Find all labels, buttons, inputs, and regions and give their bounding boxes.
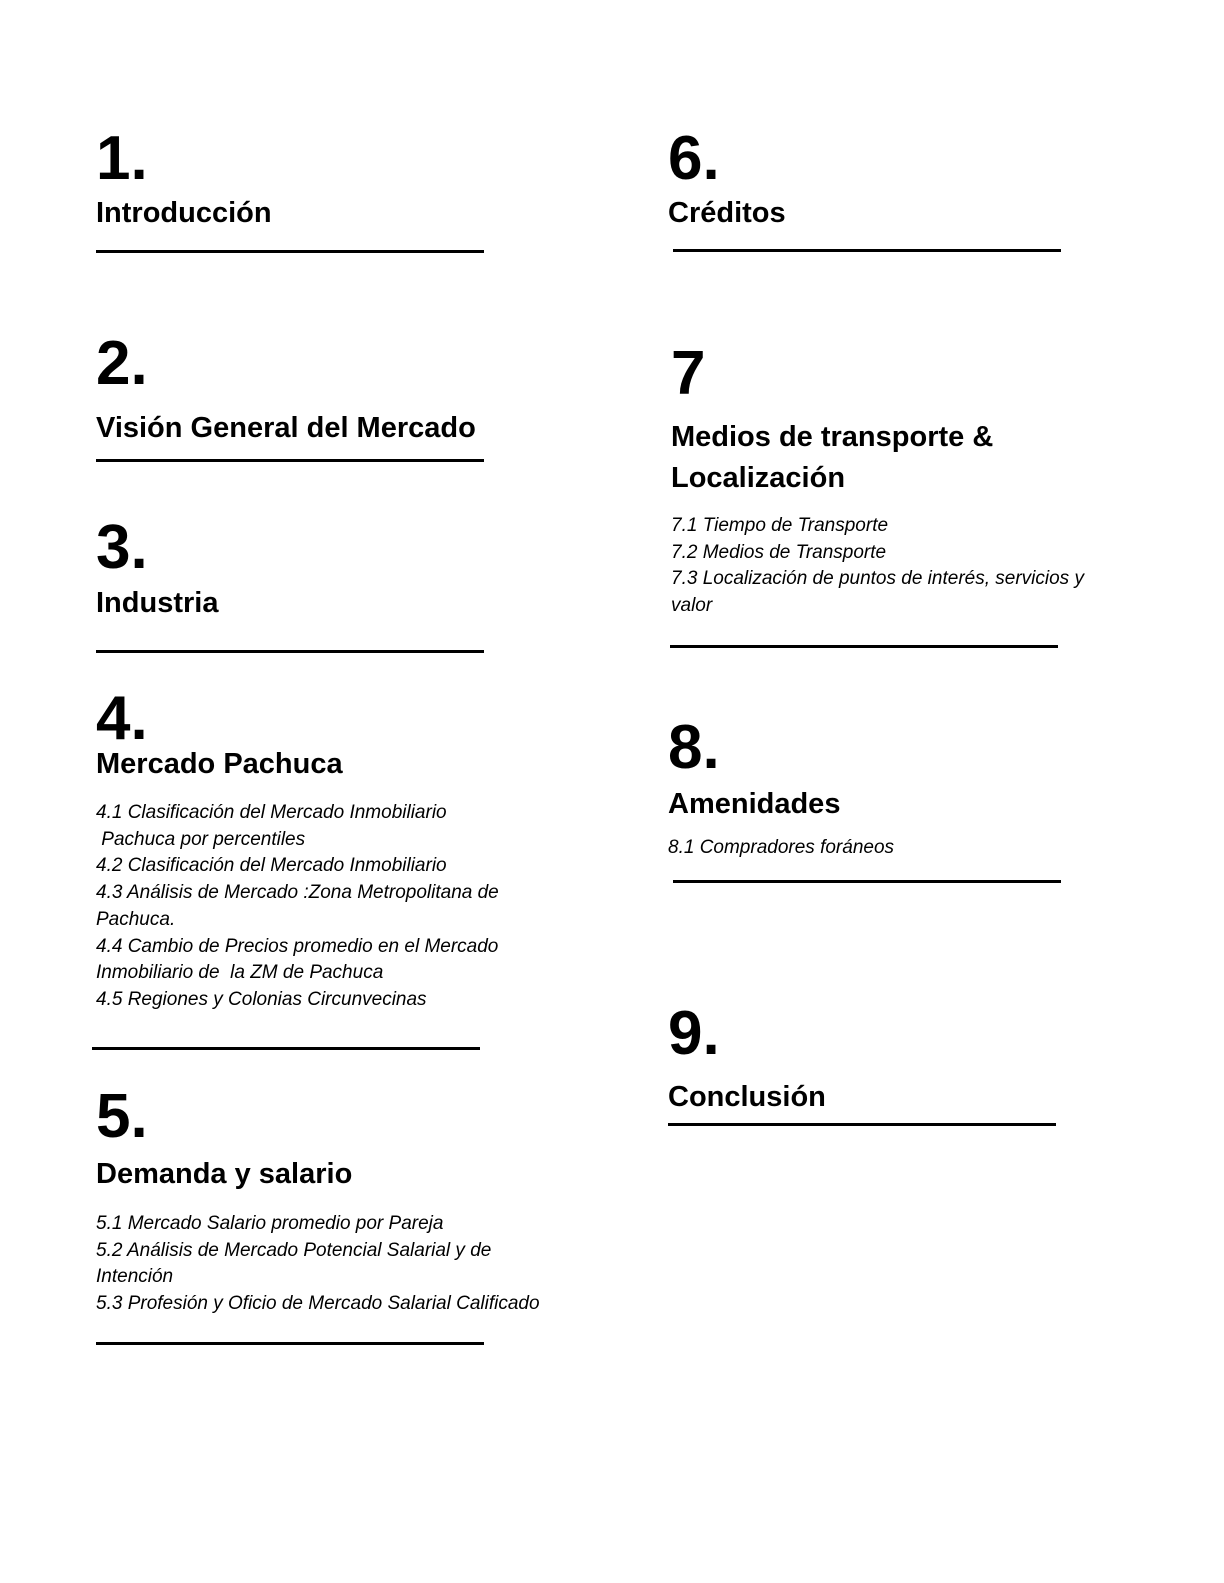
divider (673, 249, 1061, 252)
toc-section-3 (96, 513, 219, 624)
section-title: Demanda y salario (96, 1158, 353, 1190)
subsection-list (96, 1211, 540, 1318)
subsection-list (96, 800, 499, 1014)
subsection-list (671, 513, 1084, 620)
section-title: Conclusión (668, 1081, 826, 1113)
section-number: 3. (96, 513, 148, 582)
subsection-item: 4.5 Regiones y Colonias Circunvecinas (96, 988, 427, 1010)
toc-section-6 (668, 124, 786, 234)
divider (96, 459, 484, 462)
subsection-item: 5.2 Análisis de Mercado Potencial Salarial y de (96, 1239, 492, 1261)
subsection-item: 4.2 Clasificación del Mercado Inmobiliario (96, 855, 447, 877)
subsection-item: valor (671, 595, 713, 617)
subsection-item: 4.3 Análisis de Mercado :Zona Metropolitana de (96, 882, 499, 904)
toc-section-5 (96, 1082, 540, 1318)
toc-section-9 (668, 999, 826, 1118)
subsection-item: 5.3 Profesión y Oficio de Mercado Salarial Calificado (96, 1293, 540, 1315)
divider (96, 1342, 484, 1345)
subsection-item: 7.1 Tiempo de Transporte (671, 515, 889, 536)
section-number: 6. (668, 124, 720, 193)
section-title: Visión General del Mercado (96, 412, 476, 444)
divider (668, 1123, 1056, 1126)
section-title: Industria (96, 587, 219, 619)
section-number: 4. (96, 684, 148, 753)
subsection-item: 7.2 Medios de Transporte (671, 541, 887, 563)
toc-section-4 (96, 684, 499, 1014)
subsection-list (668, 835, 894, 862)
section-title: Mercado Pachuca (96, 748, 343, 780)
subsection-item: Intención (96, 1266, 174, 1288)
toc-section-7 (671, 339, 1084, 620)
subsection-item: 5.1 Mercado Salario promedio por Pareja (96, 1213, 444, 1234)
section-title: Amenidades (668, 788, 841, 820)
divider (92, 1047, 480, 1050)
subsection-item: 8.1 Compradores foráneos (668, 837, 895, 858)
toc-section-1 (96, 124, 272, 234)
section-number: 2. (96, 329, 148, 398)
subsection-item: 4.4 Cambio de Precios promedio en el Mercado (96, 935, 499, 957)
section-title: Créditos (668, 197, 786, 229)
section-number: 1. (96, 124, 148, 193)
subsection-item: 7.3 Localización de puntos de interés, servicios y (671, 568, 1084, 590)
section-number: 7 (671, 339, 706, 408)
section-number: 9. (668, 999, 720, 1068)
subsection-item: 4.1 Clasificación del Mercado Inmobiliario (96, 802, 447, 823)
section-number: 8. (668, 713, 720, 782)
divider (670, 645, 1058, 648)
section-title-line-2: Localización (671, 462, 846, 494)
toc-section-8 (668, 713, 895, 862)
section-title: Introducción (96, 197, 272, 229)
subsection-item: Pachuca. (96, 908, 176, 930)
divider (673, 880, 1061, 883)
divider (96, 650, 484, 653)
subsection-item: Inmobiliario de la ZM de Pachuca (96, 962, 384, 984)
divider (96, 250, 484, 253)
toc-section-2 (96, 329, 476, 449)
section-title-line-1: Medios de transporte & (671, 421, 994, 453)
section-number: 5. (96, 1082, 148, 1151)
subsection-item: Pachuca por percentiles (96, 828, 306, 850)
